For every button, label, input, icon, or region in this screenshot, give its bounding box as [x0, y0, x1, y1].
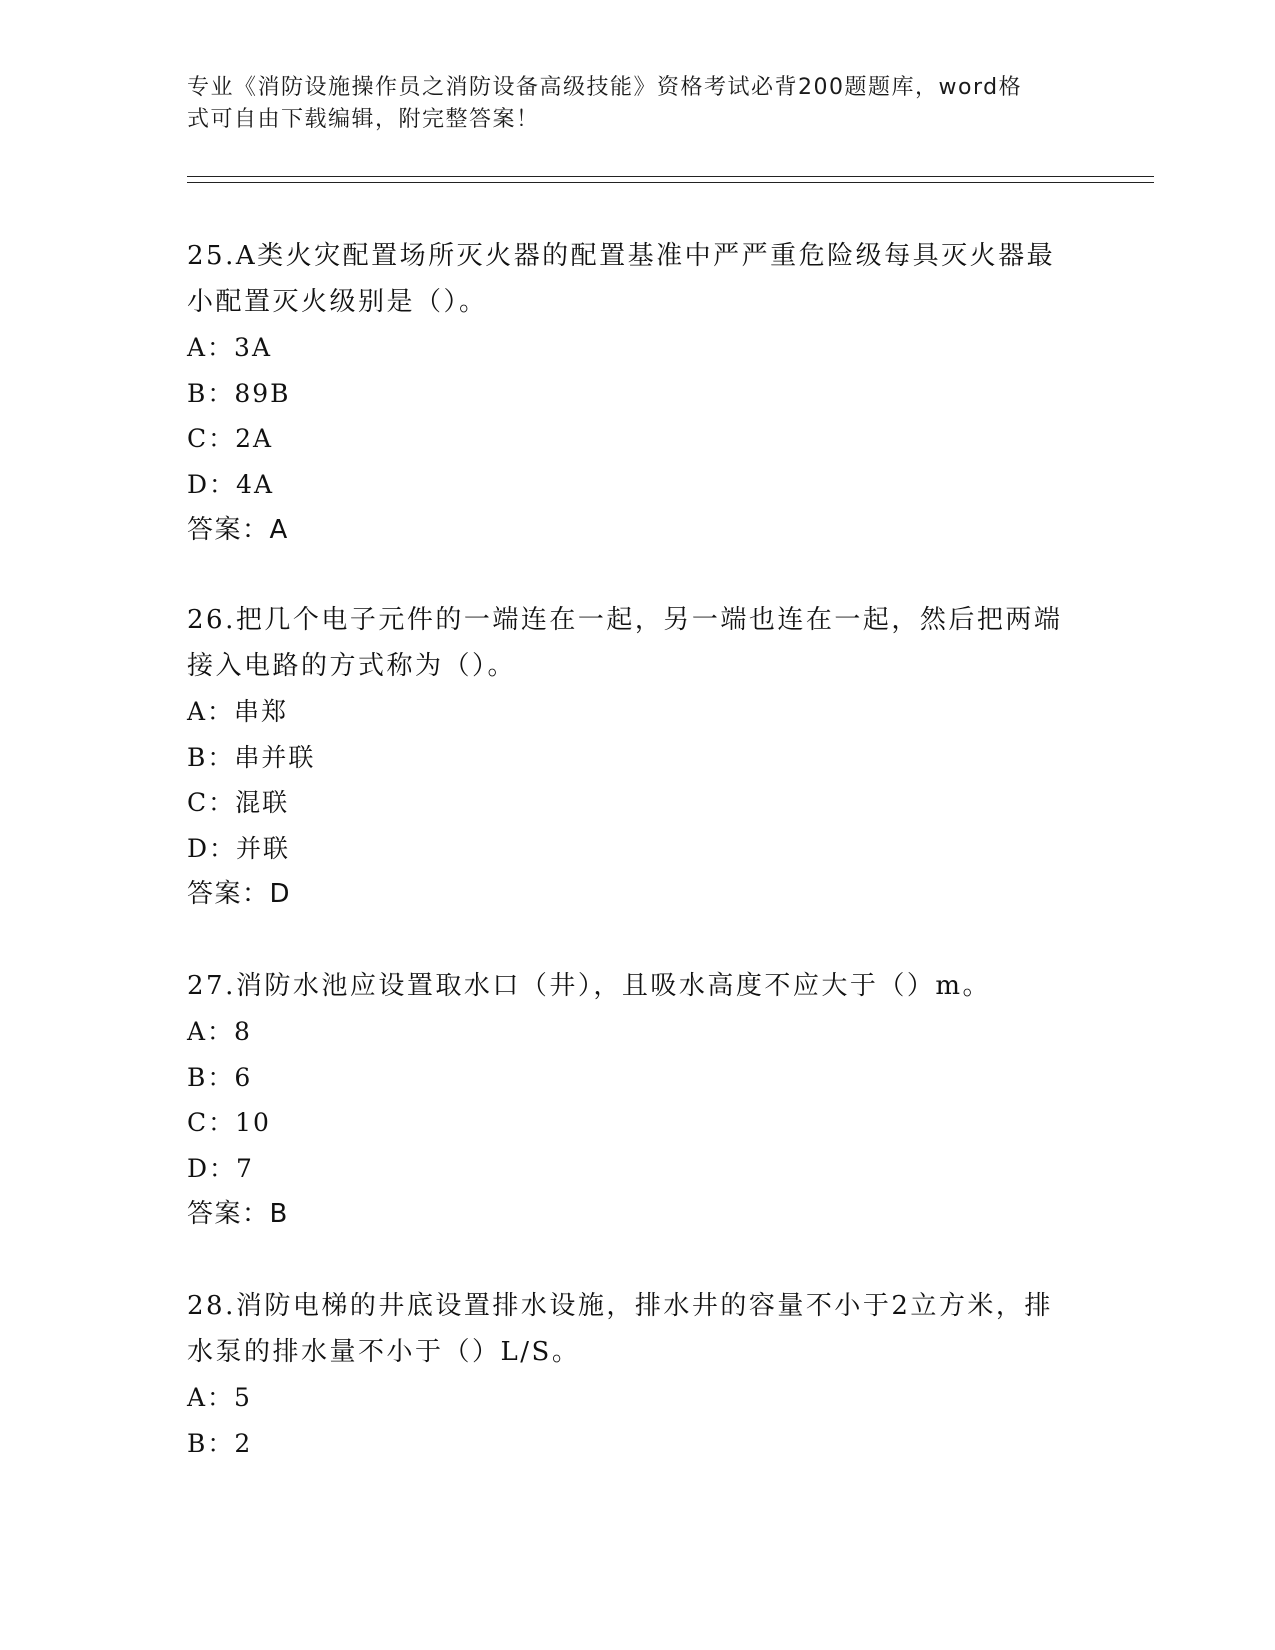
question-text-line-2: 接入电路的方式称为（）。: [187, 651, 517, 681]
header-line-1: 专业《消防设施操作员之消防设备高级技能》资格考试必背200题题库，word格: [187, 75, 1023, 100]
question-text-line-2: 小配置灭火级别是（）。: [187, 287, 488, 317]
option-d: D：7: [187, 1153, 254, 1183]
header-line-2: 式可自由下载编辑，附完整答案！: [187, 107, 540, 132]
option-c: C：2A: [187, 424, 274, 453]
header-divider-bottom: [187, 182, 1154, 183]
question-text-line-1: 25.A类火灾配置场所灭火器的配置基准中严严重危险级每具灭火器最: [187, 241, 1056, 271]
answer-label: 答案：D: [187, 879, 292, 909]
header-divider-top: [187, 176, 1154, 177]
option-b: B：2: [187, 1428, 253, 1458]
option-a: A：3A: [187, 333, 273, 362]
question-text-line-1: 26.把几个电子元件的一端连在一起，另一端也连在一起，然后把两端: [187, 605, 1063, 635]
question-text-line-1: 28.消防电梯的井底设置排水设施，排水井的容量不小于2立方米，排: [187, 1291, 1053, 1321]
option-b: B：6: [187, 1062, 253, 1092]
option-c: C：10: [187, 1108, 271, 1137]
question-25: [187, 233, 1077, 553]
option-d: D：并联: [187, 833, 291, 863]
question-27: [187, 963, 1077, 1237]
option-a: A：8: [187, 1017, 252, 1046]
option-b: B：串并联: [187, 742, 316, 772]
answer-label: 答案：B: [187, 1199, 289, 1229]
option-a: A：串郑: [187, 697, 289, 726]
option-c: C：混联: [187, 788, 290, 817]
option-d: D：4A: [187, 469, 275, 499]
question-text-line-2: 水泵的排水量不小于（）L/S。: [187, 1337, 581, 1367]
option-b: B：89B: [187, 378, 291, 408]
question-28: [187, 1283, 1077, 1466]
answer-label: 答案：A: [187, 515, 289, 545]
option-a: A：5: [187, 1383, 252, 1412]
question-text-line-1: 27.消防水池应设置取水口（井），且吸水高度不应大于（）m。: [187, 971, 992, 1001]
question-26: [187, 597, 1077, 917]
document-header: [187, 72, 1067, 136]
